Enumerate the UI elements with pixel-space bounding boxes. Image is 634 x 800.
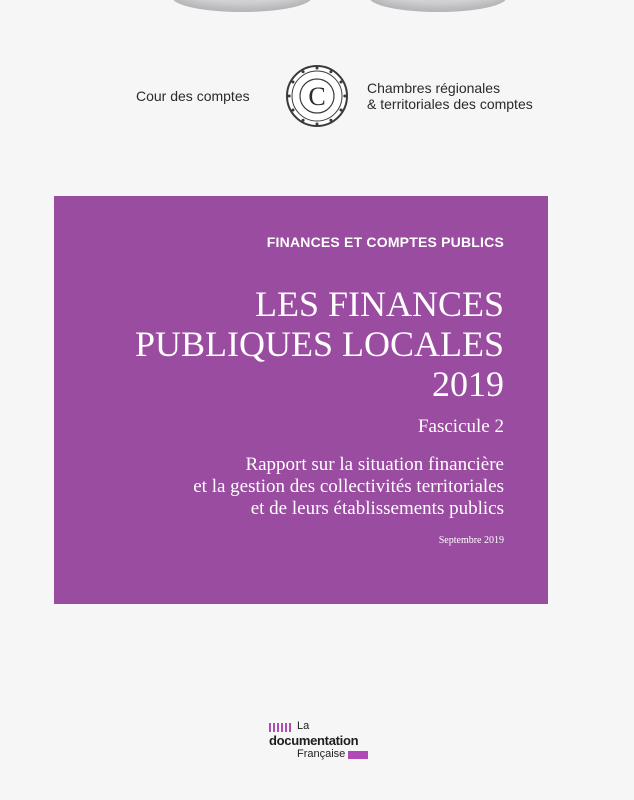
series-label: FINANCES ET COMPTES PUBLICS xyxy=(266,234,504,250)
title-line2: PUBLIQUES LOCALES xyxy=(134,324,504,364)
publisher-stripes-icon xyxy=(269,723,293,732)
institution-right-line1: Chambres régionales xyxy=(367,80,501,96)
publication-date: Septembre 2019 xyxy=(438,535,504,546)
title-line3: 2019 xyxy=(432,364,504,404)
subtitle-line3: et de leurs établissements publics xyxy=(250,498,504,519)
publisher-logo xyxy=(269,721,379,769)
report-title xyxy=(135,284,504,404)
institution-right xyxy=(367,80,533,112)
seal-letter: C xyxy=(308,82,326,111)
court-seal-icon xyxy=(285,64,349,128)
fascicule-label: Fascicule 2 xyxy=(417,416,504,437)
publisher-line1: La xyxy=(297,720,310,732)
institution-right-line2: & territoriales des comptes xyxy=(367,96,533,112)
report-subtitle xyxy=(193,454,504,520)
subtitle-line1: Rapport sur la situation financière xyxy=(245,454,504,475)
institution-left: Cour des comptes xyxy=(136,88,250,104)
publisher-line3: Française xyxy=(297,748,346,760)
publisher-line2: documentation xyxy=(269,733,359,748)
publisher-accent-bar xyxy=(348,751,368,759)
cover-band xyxy=(54,196,548,604)
subtitle-line2: et la gestion des collectivités territoriales xyxy=(193,476,504,497)
top-decorative-shape xyxy=(369,0,507,12)
top-decorative-shape xyxy=(172,0,312,12)
title-line1: LES FINANCES xyxy=(254,284,504,324)
